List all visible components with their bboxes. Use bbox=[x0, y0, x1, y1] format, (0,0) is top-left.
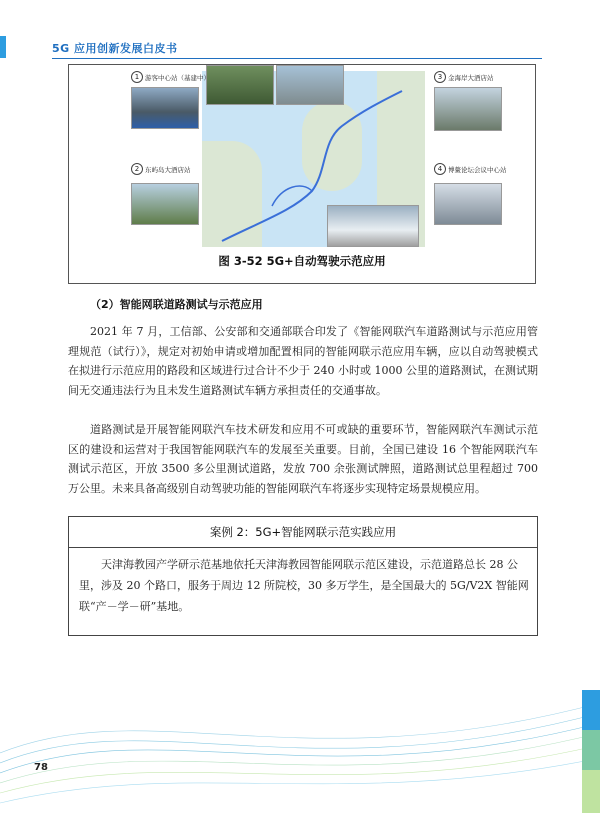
header-rule bbox=[52, 58, 542, 59]
decorative-wave bbox=[0, 633, 600, 813]
header-accent-bar bbox=[0, 36, 6, 58]
site-photo bbox=[434, 183, 502, 225]
page-number: 78 bbox=[34, 762, 48, 773]
site-label-4: 博鳌论坛会议中心站 bbox=[448, 166, 507, 174]
site-photo bbox=[434, 87, 502, 131]
site-badge-4: 4 bbox=[434, 163, 446, 175]
site-photo bbox=[276, 65, 344, 105]
section-heading: （2）智能网联道路测试与示范应用 bbox=[90, 298, 263, 311]
vehicle-photo bbox=[327, 205, 419, 247]
site-label-2: 东屿岛大酒店站 bbox=[145, 166, 191, 174]
paragraph: 2021 年 7 月，工信部、公安部和交通部联合印发了《智能网联汽车道路测试与示范应用管理规范（试行）》，规定对初始申请或增加配置相同的智能网联示范应用车辆，应以自动驾驶模式在拟进行示范应用的路段和区域进行过合计不少于 240 小时或 1000 公里的道路测试，在测试期间无交通违法行为且未发生道路测试车辆方承担责任的交通事故。 bbox=[68, 325, 538, 397]
case-body: 天津海教园产学研示范基地依托天津海教园智能网联示范区建设，示范道路总长 28 公里，涉及 20 个路口，服务于周边 12 所院校，30 多万学生，是全国最大的 5G/V2X 智能网联“产－学－研”基地。 bbox=[79, 558, 529, 613]
site-badge-2: 2 bbox=[131, 163, 143, 175]
site-label-3: 金海岸大酒店站 bbox=[448, 74, 494, 82]
case-box bbox=[68, 516, 538, 636]
figure-caption: 图 3-52 5G+自动驾驶示范应用 bbox=[218, 254, 386, 268]
site-badge-1: 1 bbox=[131, 71, 143, 83]
side-color-bar bbox=[578, 690, 600, 813]
running-header-title: 5G 应用创新发展白皮书 bbox=[52, 42, 178, 55]
paragraph: 道路测试是开展智能网联汽车技术研发和应用不可或缺的重要环节，智能网联汽车测试示范区的建设和运营对于我国智能网联汽车的发展至关重要。目前，全国已建设 16 个智能网联汽车测试示范区，开放 3500 多公里测试道路，发放 700 余张测试牌照，道路测试总里程超过 700 万公里。未来具备高级别自动驾驶功能的智能网联汽车将逐步实现特定场景规模应用。 bbox=[68, 423, 538, 495]
site-badge-3: 3 bbox=[434, 71, 446, 83]
case-title: 案例 2：5G+智能网联示范实践应用 bbox=[69, 517, 537, 548]
site-label-1: 游客中心站（基建中） bbox=[145, 74, 210, 82]
figure-frame bbox=[68, 64, 536, 284]
site-photo bbox=[131, 183, 199, 225]
site-photo bbox=[131, 87, 199, 129]
site-photo bbox=[206, 65, 274, 105]
